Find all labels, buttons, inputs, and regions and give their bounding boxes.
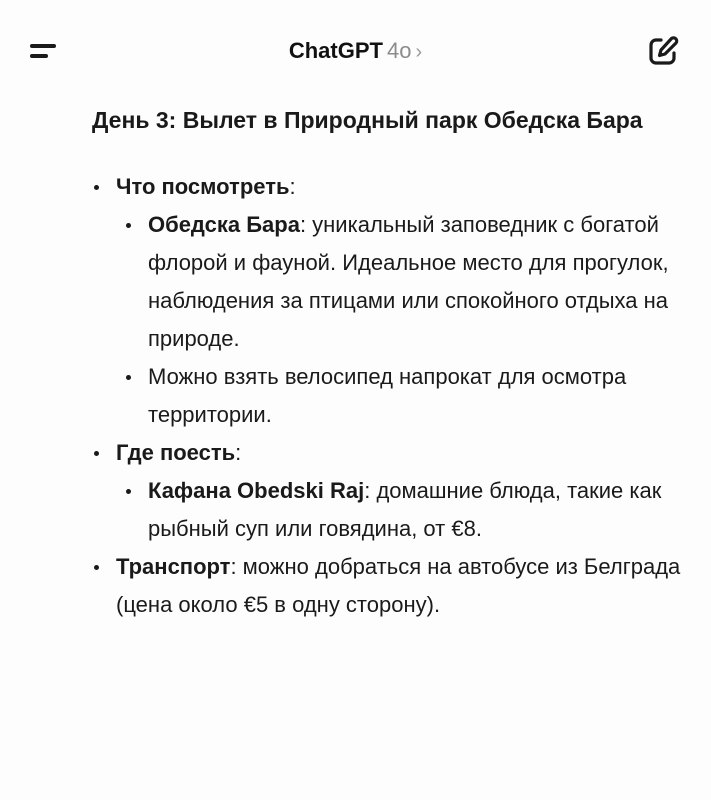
section-separator: : [289,174,296,199]
day-heading: День 3: Вылет в Природный парк Обедска Бара [92,107,643,133]
sub-list [116,206,682,434]
header-title-area [0,36,711,67]
item-text: : уникальный заповедник с богатой флорой и фауной. Идеальное место для прогулок, наблюдения за птицами или спокойного отдыха на природе. [148,212,669,351]
section-title: Где поесть [116,440,236,465]
list-item-what-to-see [92,168,682,434]
new-chat-pencil-icon [644,32,682,70]
model-selector-button[interactable] [289,36,422,67]
item-text: Можно взять велосипед напрокат для осмотра территории. [148,364,627,427]
section-title: Что посмотреть [116,174,290,199]
item-text: : домашние блюда, такие как рыбный суп или говядина, от €8. [148,478,662,541]
list-item-where-to-eat [92,434,682,548]
section-separator: : [235,440,242,465]
assistant-message [92,103,682,624]
list-item-transport [92,548,682,624]
model-name: 4o [386,38,412,63]
sub-list-item [116,472,682,548]
itinerary-list [92,168,682,624]
item-bold-label: Обедска Бара [148,212,300,237]
section-text: : можно добраться на автобусе из Белграда (цена около €5 в одну сторону). [116,554,681,617]
app-title: ChatGPT [288,38,383,63]
sub-list-item [116,206,682,358]
item-bold-label: Кафана Obedski Raj [148,478,365,503]
sub-list-item [116,358,682,434]
sub-list [116,472,682,548]
chat-header [0,0,711,100]
new-chat-button[interactable] [644,32,682,70]
section-title: Транспорт [116,554,231,579]
chevron-right-icon: › [415,41,423,63]
